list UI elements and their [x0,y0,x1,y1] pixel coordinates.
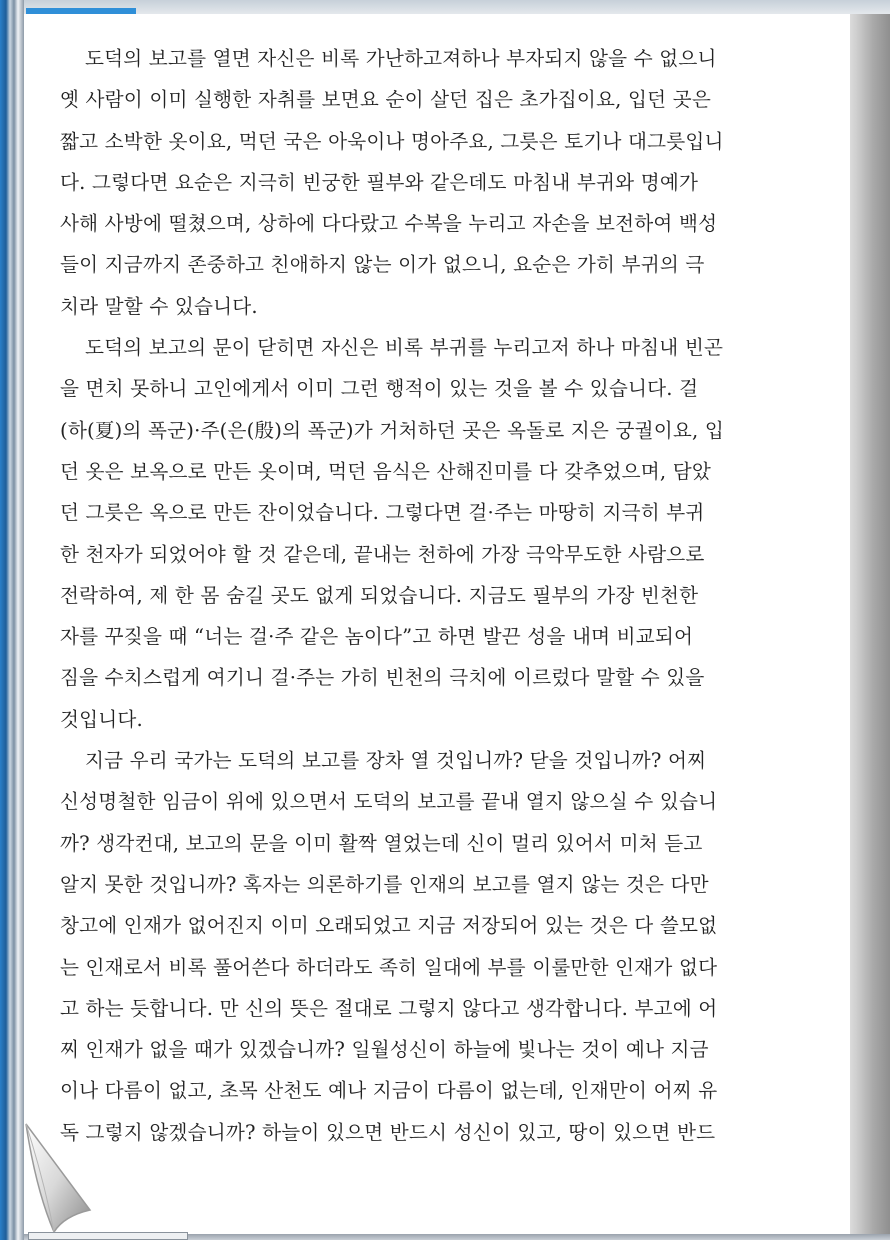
text-line: 알지 못한 것입니까? 혹자는 의론하기를 인재의 보고를 열지 않는 것은 다만 [60,872,709,896]
text-line: 옛 사람이 이미 실행한 자취를 보면요 순이 살던 집은 초가집이요, 입던 곳은 [60,88,711,112]
text-line: 창고에 인재가 없어진지 이미 오래되었고 지금 저장되어 있는 것은 다 쓸모없 [60,914,718,938]
page-curl-icon[interactable] [24,1120,94,1234]
text-line: 들이 지금까지 존중하고 친애하지 않는 이가 없으니, 요순은 가히 부귀의 극 [60,253,705,277]
text-line: 찌 인재가 없을 때가 있겠습니까? 일월성신이 하늘에 빛나는 것이 예나 지금 [60,1038,709,1062]
bottom-tab[interactable] [28,1232,188,1240]
text-line: 자를 꾸짖을 때 “너는 걸·주 같은 놈이다”고 하면 발끈 성을 내며 비교되어 [60,625,694,649]
text-line: 고 하는 듯합니다. 만 신의 뜻은 절대로 그렇지 않다고 생각합니다. 부고에 어 [60,996,718,1020]
text-line: 짧고 소박한 옷이요, 먹던 국은 아욱이나 명아주요, 그릇은 토기나 대그릇입니 [60,129,724,153]
text-line: 다. 그렇다면 요순은 지극히 빈궁한 필부와 같은데도 마침내 부귀와 명예가 [60,170,699,194]
text-line: 지금 우리 국가는 도덕의 보고를 장차 열 것입니까? 닫을 것입니까? 어찌 [85,749,707,773]
text-line: 는 인재로서 비록 풀어쓴다 하더라도 족히 일대에 부를 이룰만한 인재가 없다 [60,955,718,979]
text-line: (하(夏)의 폭군)·주(은(殷)의 폭군)가 거처하던 곳은 옥돌로 지은 궁궐이요, 입 [60,418,724,442]
text-line: 던 옷은 보옥으로 만든 옷이며, 먹던 음식은 산해진미를 다 갖추었으며, 담았 [60,459,711,483]
text-line: 것입니다. [60,707,143,731]
text-line: 사해 사방에 떨쳤으며, 상하에 다다랐고 수복을 누리고 자손을 보전하여 백성 [60,212,718,236]
text-line: 전락하여, 제 한 몸 숨길 곳도 없게 되었습니다. 지금도 필부의 가장 빈천한 [60,583,699,607]
text-line: 도덕의 보고를 열면 자신은 비록 가난하고져하나 부자되지 않을 수 없으니 [85,47,717,70]
text-line: 독 그렇지 않겠습니까? 하늘이 있으면 반드시 성신이 있고, 땅이 있으면 반드 [60,1120,716,1144]
book-spine [0,0,24,1240]
text-line: 치라 말할 수 있습니다. [60,294,258,318]
text-line: 던 그릇은 옥으로 만든 잔이었습니다. 그렇다면 걸·주는 마땅히 지극히 부귀 [60,501,705,525]
text-line: 한 천자가 되었어야 할 것 같은데, 끝내는 천하에 가장 극악무도한 사람으로 [60,542,705,566]
text-line: 도덕의 보고의 문이 닫히면 자신은 비록 부귀를 누리고저 하나 마침내 빈곤 [85,336,724,360]
text-line: 까? 생각컨대, 보고의 문을 이미 활짝 열었는데 신이 멀리 있어서 미처 듣고 [60,831,703,855]
text-line: 을 면치 못하니 고인에게서 이미 그런 행적이 있는 것을 볼 수 있습니다. 걸 [60,377,699,401]
text-line: 신성명철한 임금이 위에 있으면서 도덕의 보고를 끝내 열지 않으실 수 있습니 [60,790,718,814]
page-text [60,38,850,1153]
text-line: 이나 다름이 없고, 초목 산천도 예나 지금이 다름이 없는데, 인재만이 어찌 유 [60,1079,718,1103]
text-line: 짐을 수치스럽게 여기니 걸·주는 가히 빈천의 극치에 이르렀다 말할 수 있을 [60,666,705,690]
